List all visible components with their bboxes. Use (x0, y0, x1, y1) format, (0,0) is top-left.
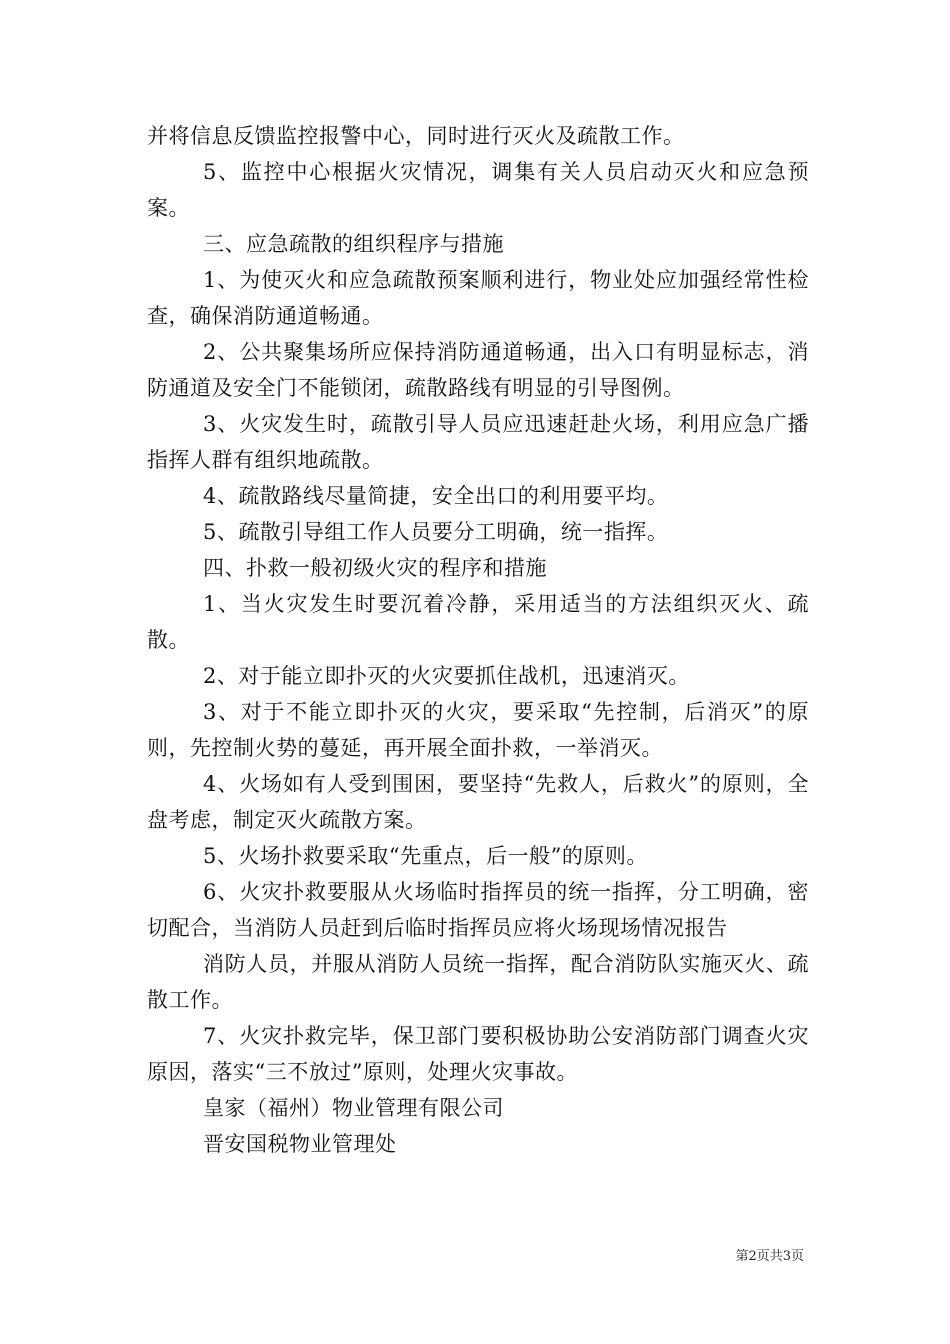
page-number-label: 第2页共3页 (735, 1249, 804, 1264)
paragraph: 7、火灾扑救完毕，保卫部门要积极协助公安消防部门调查火灾原因，落实“三不放过”原则，处理火灾事故。 (147, 1024, 809, 1084)
paragraph: 5、疏散引导组工作人员要分工明确，统一指挥。 (203, 520, 669, 544)
paragraph: 1、当火灾发生时要沉着冷静，采用适当的方法组织灭火、疏散。 (147, 592, 809, 652)
paragraph: 5、监控中心根据火灾情况，调集有关人员启动灭火和应急预案。 (147, 160, 809, 220)
paragraph: 4、火场如有人受到围困，要坚持“先救人，后救火”的原则，全盘考虑，制定灭火疏散方案。 (147, 772, 809, 832)
section-heading: 四、扑救一般初级火灾的程序和措施 (203, 556, 547, 580)
paragraph: 1、为使灭火和应急疏散预案顺利进行，物业处应加强经常性检查，确保消防通道畅通。 (147, 268, 809, 328)
paragraph: 6、火灾扑救要服从火场临时指挥员的统一指挥，分工明确，密切配合，当消防人员赶到后临时指挥员应将火场现场情况报告 (147, 880, 809, 940)
paragraph: 5、火场扑救要采取“先重点，后一般”的原则。 (203, 844, 648, 868)
paragraph: 3、对于不能立即扑灭的火灾，要采取“先控制，后消灭”的原则，先控制火势的蔓延，再开展全面扑救，一举消灭。 (147, 700, 809, 760)
paragraph: 并将信息反馈监控报警中心，同时进行灭火及疏散工作。 (147, 124, 685, 148)
document-body (147, 118, 809, 1162)
company-name: 皇家（福州）物业管理有限公司 (203, 1096, 504, 1120)
section-heading: 三、应急疏散的组织程序与措施 (203, 232, 504, 256)
paragraph: 2、对于能立即扑灭的火灾要抓住战机，迅速消灭。 (203, 664, 690, 688)
paragraph: 3、火灾发生时，疏散引导人员应迅速赶赴火场，利用应急广播指挥人群有组织地疏散。 (147, 412, 809, 472)
paragraph: 4、疏散路线尽量简捷，安全出口的利用要平均。 (203, 484, 669, 508)
paragraph: 消防人员，并服从消防人员统一指挥，配合消防队实施灭火、疏散工作。 (147, 952, 809, 1012)
office-name: 晋安国税物业管理处 (203, 1132, 397, 1156)
page-number-footer (735, 1248, 804, 1266)
paragraph: 2、公共聚集场所应保持消防通道畅通，出入口有明显标志，消防通道及安全门不能锁闭，疏散路线有明显的引导图例。 (147, 340, 809, 400)
